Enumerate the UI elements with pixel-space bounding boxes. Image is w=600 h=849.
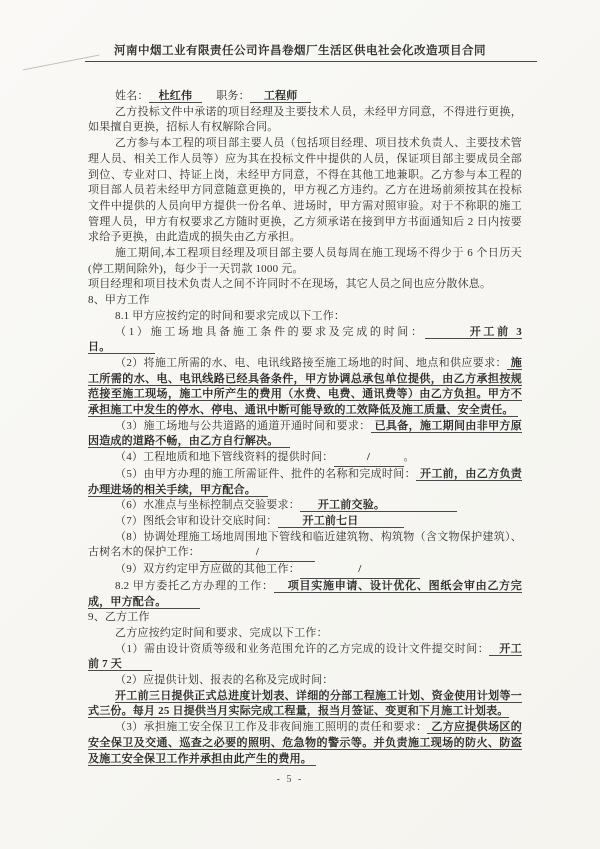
form-item-label: （2）将施工所需的水、电、电讯线路接至施工场地的时间、地点和供应要求：	[115, 356, 507, 369]
form-item-1	[88, 325, 522, 356]
form-field-value: 开工前三日提供正式总进度计划表、详细的分部工程施工计划、资金使用计划等一式三份。每月 25 日提供当月实际完成工程量，报当月签证、变更和下月施工计划表。	[88, 689, 522, 718]
clause-paragraph: 乙方参与本工程的项目部主要人员（包括项目经理、项目技术负责人、主要技术管理人员、相关工作人员等）应为其在投标文件中提供的人员，保证项目部主要成员全部到位、专业对口、持证上岗，未经甲方同意，不得在其他工地兼职。乙方参与本工程的项目部人员若未经甲方同意随意更换的，甲方视乙方违约。乙方在进场前须按其在投标文件中提供的人员向甲方提供一份名单、进场时，甲方需对照审验。对于不称职的施工管理人员，甲方有权要求乙方随时更换，乙方须承诺在接到甲方书面通知后 2 日内按要求给予更换，由此造成的损失由乙方承担。	[88, 137, 522, 244]
form-field-value: /	[300, 562, 420, 579]
name-value-field: 杜红伟	[149, 90, 203, 103]
form-field-value: 施工所需的水、电、电讯线路已经具备条件，甲方协调总承包单位提供，由乙方承担按规范接至施工现场，施工中所产生的费用（水费、电费、通讯费等）由乙方负担。甲方不承担施工中发生的停水、停电、通讯中断可能导致的工效降低及施工质量、安全责任。	[88, 356, 522, 417]
document-title: 河南中烟工业有限责任公司许昌卷烟厂生活区供电社会化改造项目合同	[114, 45, 486, 57]
form-field-value: 开工前 3 日。	[88, 325, 522, 354]
section8-subheading: 8.1 甲方应按约定的时间和要求完成以下工作：	[115, 309, 346, 322]
form-item-5	[88, 467, 522, 498]
form-field-value: 开工前七日	[278, 515, 404, 528]
title-rule	[85, 61, 537, 62]
name-label: 姓名：	[115, 90, 149, 102]
form-item-9-2-label: （2）应提供计划、报表的名称及完成时间：	[115, 674, 334, 687]
form-item-label: 8.2 甲方委托乙方办理的工作：	[115, 579, 274, 592]
page-number: - 5 -	[276, 774, 304, 785]
role-value-field: 工程师	[250, 90, 312, 103]
form-item-8-2	[88, 579, 522, 610]
clause-paragraph: 项目经理和项目技术负责人之间不许同时不在现场，其它人员之间也应分散休息。	[88, 278, 492, 291]
form-item-9-3	[88, 720, 522, 767]
form-field-value: 开工前 7 天	[88, 642, 522, 671]
form-item-3	[88, 419, 522, 450]
form-field-value: 已具备，施工期间由非甲方原因造成的道路不畅，由乙方自行解决。	[88, 419, 522, 448]
clause-paragraph: 乙方投标文件中承诺的项目经理及主要技术人员，未经甲方同意，不得进行更换，如果擅自更换，招标人有权解除合同。	[88, 105, 522, 134]
form-item-label: （5）由甲方办理的施工所需证件、批件的名称和完成时间：	[115, 467, 416, 480]
section9-heading: 9、乙方工作	[88, 611, 150, 624]
form-item-label: （8）协调处理施工场地周围地下管线和临近建筑物、构筑物（含文物保护建筑）、古树名木的保护工作：	[88, 530, 522, 559]
form-item-label: （7）图纸会审和设计交底时间：	[115, 514, 278, 527]
form-field-value: 开工前，由乙方负责办理进场的相关手续，甲方配合。	[88, 467, 522, 496]
name-role-line	[88, 89, 522, 105]
form-item-9-1	[88, 642, 522, 673]
section9-intro: 乙方应按约定时间和要求、完成以下工作：	[115, 626, 328, 639]
form-field-value: /	[200, 545, 315, 562]
form-item-label: （6）水准点与坐标控制点交验要求：	[115, 499, 300, 512]
form-item-4	[88, 450, 522, 467]
form-field-value: /	[334, 450, 404, 467]
section8-heading: 8、甲方工作	[88, 294, 150, 307]
form-field-value: 开工前交验。	[300, 499, 457, 512]
form-field-value: 项目实施申请、设计优化、图纸会审由乙方完成，甲方配合。	[88, 579, 523, 608]
form-item-9-2-value	[88, 689, 522, 720]
form-item-6	[88, 498, 522, 514]
form-item-label: （3）承担施工安全保卫工作及非夜间施工照明的责任和要求：	[115, 721, 428, 734]
form-item-8	[88, 530, 522, 562]
form-item-label: （1）施工场地具备施工条件的要求及完成的时间：	[115, 325, 425, 338]
form-item-9	[88, 562, 522, 579]
form-item-suffix: 。	[403, 451, 415, 464]
form-item-label: （4）工程地质和地下管线资料的提供时间：	[115, 451, 334, 464]
role-label: 职务：	[216, 90, 250, 102]
form-item-2	[88, 356, 522, 419]
form-item-label: （1）需由设计资质等级和业务范围允许的乙方完成的设计文件提交时间：	[115, 642, 490, 655]
clause-paragraph: 施工期间,本工程项目经理及项目部主要人员每周在施工现场不得少于 6 个日历天(停工期间除外)，每少于一天罚款 1000 元。	[88, 247, 522, 275]
form-field-value: 乙方应提供场区的安全保卫及交通、巡查之必要的照明、危急物的警示等。并负责施工现场的防火、防盗及施工安全保卫工作并承担由此产生的费用。	[88, 721, 522, 765]
document-body	[88, 89, 522, 767]
form-item-7	[88, 514, 522, 530]
form-item-label: （3）施工场地与公共道路的通道开通时间和要求：	[115, 419, 371, 432]
form-item-label: （9）双方约定甲方应做的其他工作：	[115, 563, 300, 576]
